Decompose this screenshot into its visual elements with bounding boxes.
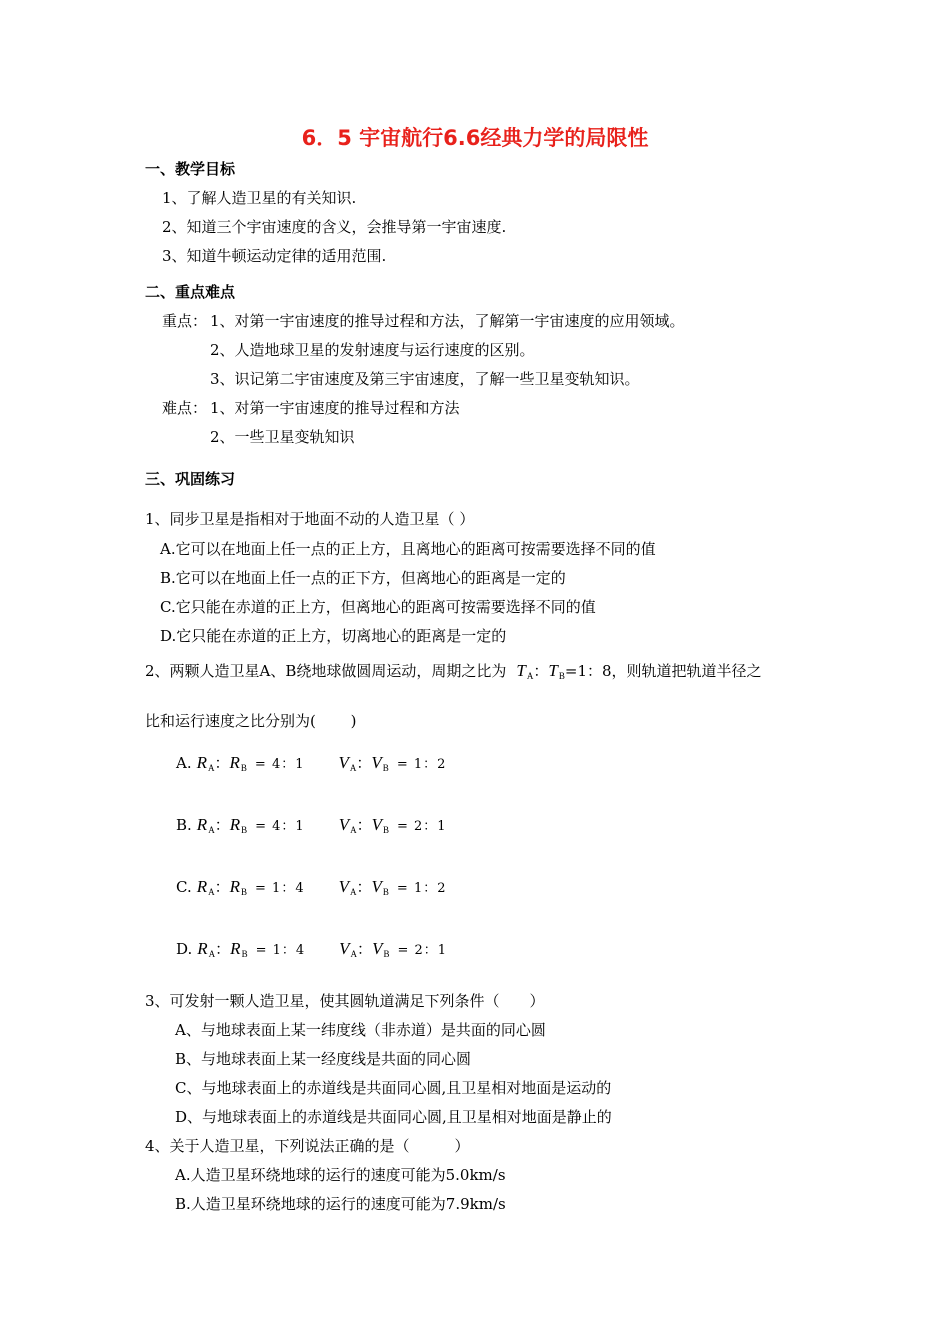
question-1-option: C.它只能在赤道的正上方，但离地心的距离可按需要选择不同的值 (160, 598, 596, 616)
radius-ratio: = 1：4 (255, 881, 305, 896)
section-heading-exercises: 三、巩固练习 (145, 470, 236, 488)
velocity-a-symbol: $V_A$ (339, 939, 358, 959)
velocity-a-symbol: $V_A$ (338, 877, 357, 897)
key-item: 1、对第一宇宙速度的推导过程和方法，了解第一宇宙速度的应用领域。 (210, 312, 685, 330)
velocity-a-symbol: $V_A$ (338, 815, 357, 835)
key-item: 3、识记第二宇宙速度及第三宇宙速度，了解一些卫星变轨知识。 (210, 370, 640, 388)
velocity-b-symbol: $V_B$ (371, 753, 389, 773)
radius-b-symbol: $R_B$ (229, 753, 247, 773)
radius-ratio: = 4：1 (255, 819, 305, 834)
option-label: B. (176, 816, 192, 834)
question-4-option: A.人造卫星环绕地球的运行的速度可能为5.0km/s (175, 1166, 506, 1184)
radius-a-symbol: $R_A$ (197, 939, 216, 959)
question-3-stem: 3、可发射一颗人造卫星，使其圆轨道满足下列条件（ ） (145, 992, 545, 1010)
radius-ratio: = 4：1 (254, 757, 305, 772)
difficult-label: 难点： (162, 399, 208, 417)
radius-b-symbol: $R_B$ (229, 815, 248, 835)
radius-ratio: = 1：4 (255, 943, 306, 958)
option-label: D. (176, 940, 193, 958)
difficult-item: 1、对第一宇宙速度的推导过程和方法 (210, 399, 460, 417)
question-1-stem: 1、同步卫星是指相对于地面不动的人造卫星（ ） (145, 510, 475, 528)
key-item: 2、人造地球卫星的发射速度与运行速度的区别。 (210, 341, 535, 359)
question-1-option: A.它可以在地面上任一点的正上方，且离地心的距离可按需要选择不同的值 (160, 540, 656, 558)
velocity-b-symbol: $V_B$ (372, 939, 390, 959)
colon: ： (214, 878, 230, 896)
colon: ： (356, 754, 372, 772)
radius-b-symbol: $R_B$ (230, 939, 248, 959)
question-2-stem-line2: 比和运行速度之比分别为( ) (145, 712, 357, 730)
velocity-ratio: = 1：2 (396, 881, 447, 896)
option-label: A. (176, 754, 192, 772)
page-title: 6．5 宇宙航行6.6经典力学的局限性 (301, 126, 649, 150)
objective-item: 1、了解人造卫星的有关知识. (162, 189, 357, 207)
velocity-b-symbol: $V_B$ (371, 877, 389, 897)
colon: ： (214, 816, 230, 834)
question-2-stem-text: 2、两颗人造卫星A、B绕地球做圆周运动，周期之比为 (145, 662, 507, 680)
velocity-b-symbol: $V_B$ (371, 815, 389, 835)
question-3-option: D、与地球表面上的赤道线是共面同心圆,且卫星相对地面是静止的 (175, 1108, 612, 1126)
velocity-a-symbol: $V_A$ (338, 753, 357, 773)
question-2-option-b (176, 814, 447, 835)
objective-item: 2、知道三个宇宙速度的含义，会推导第一宇宙速度. (162, 218, 507, 236)
velocity-ratio: = 1：2 (396, 757, 447, 772)
question-2-ratio-text: =1：8，则轨道把轨道半径之 (564, 662, 762, 680)
question-3-option: C、与地球表面上的赤道线是共面同心圆,且卫星相对地面是运动的 (175, 1079, 612, 1097)
question-2-stem (145, 660, 762, 681)
objective-item: 3、知道牛顿运动定律的适用范围. (162, 247, 387, 265)
velocity-ratio: = 2：1 (397, 819, 447, 834)
period-a-symbol: $T_A$ (516, 661, 534, 681)
colon: ： (356, 878, 372, 896)
key-label: 重点： (162, 312, 208, 330)
question-4-option: B.人造卫星环绕地球的运行的速度可能为7.9km/s (175, 1195, 506, 1213)
colon: ： (357, 940, 373, 958)
question-2-option-a (176, 752, 446, 773)
difficult-item: 2、一些卫星变轨知识 (210, 428, 355, 446)
option-label: C. (176, 878, 192, 896)
question-2-option-d (176, 938, 447, 959)
radius-b-symbol: $R_B$ (229, 877, 248, 897)
section-heading-objectives: 一、教学目标 (145, 160, 236, 178)
question-3-option: B、与地球表面上某一经度线是共面的同心圆 (175, 1050, 472, 1068)
radius-a-symbol: $R_A$ (196, 815, 215, 835)
question-1-option: B.它可以在地面上任一点的正下方，但离地心的距离是一定的 (160, 569, 566, 587)
colon: ： (214, 754, 230, 772)
colon: ： (215, 940, 231, 958)
question-2-option-c (176, 876, 447, 897)
question-3-option: A、与地球表面上某一纬度线（非赤道）是共面的同心圆 (175, 1021, 546, 1039)
velocity-ratio: = 2：1 (397, 943, 448, 958)
radius-a-symbol: $R_A$ (196, 877, 215, 897)
question-4-stem: 4、关于人造卫星，下列说法正确的是（ ） (145, 1137, 470, 1155)
question-1-option: D.它只能在赤道的正上方，切离地心的距离是一定的 (160, 627, 507, 645)
period-b-symbol: $T_B$ (548, 661, 565, 681)
colon: ： (533, 662, 549, 680)
colon: ： (356, 816, 372, 834)
radius-a-symbol: $R_A$ (196, 753, 215, 773)
section-heading-keypoints: 二、重点难点 (145, 283, 236, 301)
